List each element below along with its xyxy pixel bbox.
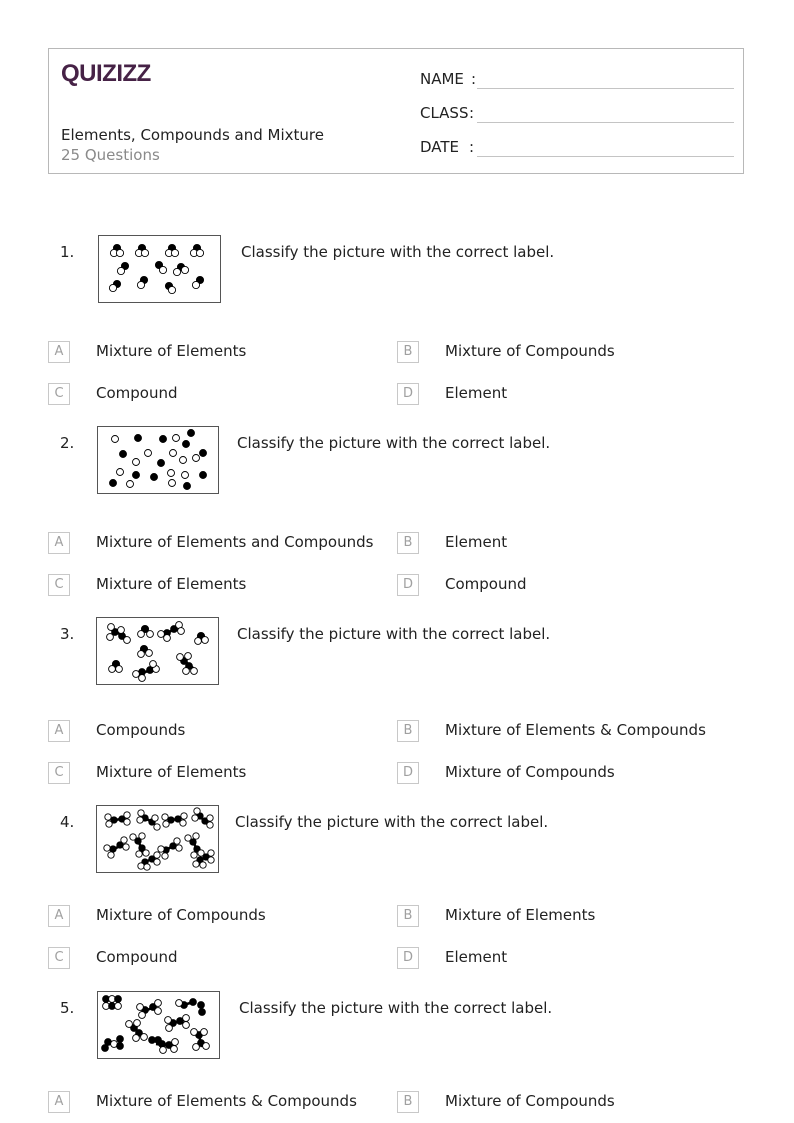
option-letter: A bbox=[48, 1091, 70, 1113]
date-colon: : bbox=[469, 138, 475, 156]
option-letter: C bbox=[48, 383, 70, 405]
question-number: 2. bbox=[60, 434, 75, 452]
option-letter: B bbox=[397, 532, 419, 554]
option-letter: A bbox=[48, 341, 70, 363]
question-image bbox=[96, 805, 219, 873]
option-letter: C bbox=[48, 574, 70, 596]
question-number: 5. bbox=[60, 999, 75, 1017]
question-text: Classify the picture with the correct label. bbox=[239, 999, 553, 1017]
option-letter: A bbox=[48, 905, 70, 927]
question-text: Classify the picture with the correct label. bbox=[241, 243, 555, 261]
option-text: Mixture of Compounds bbox=[445, 342, 615, 360]
option-letter: B bbox=[397, 1091, 419, 1113]
date-line[interactable] bbox=[477, 156, 734, 157]
option-text: Compounds bbox=[96, 721, 186, 739]
option-text: Mixture of Elements bbox=[96, 342, 247, 360]
option-letter: B bbox=[397, 341, 419, 363]
question-2 bbox=[0, 434, 794, 624]
question-number: 3. bbox=[60, 625, 75, 643]
option-text: Compound bbox=[96, 384, 178, 402]
option-text: Element bbox=[445, 533, 508, 551]
question-number: 1. bbox=[60, 243, 75, 261]
question-3 bbox=[0, 625, 794, 815]
question-image bbox=[96, 617, 219, 685]
name-label: NAME bbox=[420, 70, 464, 88]
option-letter: D bbox=[397, 947, 419, 969]
logo-text: QUIZIZZ bbox=[61, 60, 151, 87]
class-field[interactable] bbox=[420, 102, 734, 126]
date-label: DATE bbox=[420, 138, 460, 156]
worksheet-title: Elements, Compounds and Mixture bbox=[61, 126, 324, 144]
option-letter: C bbox=[48, 762, 70, 784]
question-5 bbox=[0, 999, 794, 1123]
name-colon: : bbox=[471, 70, 477, 88]
question-image bbox=[97, 426, 219, 494]
option-text: Compound bbox=[445, 575, 527, 593]
question-text: Classify the picture with the correct label. bbox=[237, 625, 551, 643]
option-letter: D bbox=[397, 574, 419, 596]
name-field[interactable] bbox=[420, 68, 734, 92]
option-text: Mixture of Elements bbox=[96, 575, 247, 593]
option-letter: D bbox=[397, 383, 419, 405]
option-letter: A bbox=[48, 532, 70, 554]
question-4 bbox=[0, 813, 794, 1003]
option-text: Mixture of Elements bbox=[445, 906, 596, 924]
option-text: Mixture of Elements and Compounds bbox=[96, 533, 374, 551]
option-letter: D bbox=[397, 762, 419, 784]
option-text: Mixture of Elements & Compounds bbox=[96, 1092, 357, 1110]
option-text: Element bbox=[445, 384, 508, 402]
option-text: Mixture of Compounds bbox=[445, 763, 615, 781]
worksheet-header bbox=[48, 48, 744, 174]
question-image bbox=[98, 235, 221, 303]
quizizz-logo bbox=[61, 59, 153, 91]
question-image bbox=[97, 991, 220, 1059]
option-letter: B bbox=[397, 905, 419, 927]
question-1 bbox=[0, 243, 794, 433]
date-field[interactable] bbox=[420, 136, 734, 160]
option-letter: A bbox=[48, 720, 70, 742]
option-text: Mixture of Compounds bbox=[445, 1092, 615, 1110]
option-text: Mixture of Elements & Compounds bbox=[445, 721, 706, 739]
question-text: Classify the picture with the correct label. bbox=[235, 813, 549, 831]
option-text: Mixture of Elements bbox=[96, 763, 247, 781]
option-letter: C bbox=[48, 947, 70, 969]
name-line[interactable] bbox=[477, 88, 734, 89]
question-number: 4. bbox=[60, 813, 75, 831]
option-text: Mixture of Compounds bbox=[96, 906, 266, 924]
question-count: 25 Questions bbox=[61, 146, 160, 164]
question-text: Classify the picture with the correct label. bbox=[237, 434, 551, 452]
option-text: Compound bbox=[96, 948, 178, 966]
option-text: Element bbox=[445, 948, 508, 966]
class-line[interactable] bbox=[477, 122, 734, 123]
option-letter: B bbox=[397, 720, 419, 742]
class-label: CLASS bbox=[420, 104, 469, 122]
class-colon: : bbox=[469, 104, 475, 122]
